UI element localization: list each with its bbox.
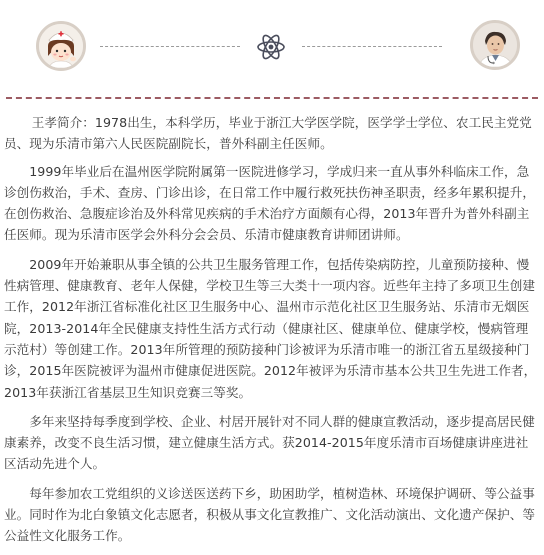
header-banner: [0, 0, 544, 96]
atom-icon: [256, 34, 286, 60]
header-left-dashed-line: [100, 46, 240, 47]
bio-health-education-paragraph: 多年来坚持每季度到学校、企业、村居开展针对不同人群的健康宣教活动，逐步提高居民健康素养，改变不良生活习惯，建立健康生活方式。获2014-2015年度乐清市百场健康讲座进社区活动先进个人。: [4, 413, 535, 472]
bio-content: [4, 112, 540, 555]
bio-public-health-paragraph: 2009年开始兼职从事全镇的公共卫生服务管理工作，包括传染病防控，儿童预防接种、慢性病管理、健康教育、老年人保健，学校卫生等三大类十一项内容。近些年主持了多项卫生创建工作，2012年浙江省标准化社区卫生服务中心、温州市示范化社区卫生服务站、乐清市无烟医院，2013-2014年全民健康支持性生活方式行动（健康社区、健康单位、健康学校，慢病管理示范村）等创建工作。2013年所管理的预防接种门诊被评为乐清市唯一的浙江省五星级接种门诊，2015年医院被评为温州市健康促进医院。2012年被评为乐清市基本公共卫生先进工作者，2013年获浙江省基层卫生知识竞赛三等奖。: [4, 256, 537, 400]
nurse-avatar-icon: [36, 21, 86, 71]
bio-career-paragraph: 1999年毕业后在温州医学院附属第一医院进修学习，学成归来一直从事外科临床工作，急诊创伤救治，手术、查房、门诊出诊，在日常工作中履行救死扶伤神圣职责，经多年累积提升，在创伤救治、急腹症诊治及外科常见疾病的手术治疗方面颇有心得，2013年晋升为普外科副主任医师。现为乐清市医学会外科分会会员、乐清市健康教育讲师团讲师。: [4, 163, 536, 243]
bio-intro-paragraph: 王孝简介：1978出生，本科学历，毕业于浙江大学医学院，医学学士学位、农工民主党党员、现为乐清市第六人民医院副院长，普外科副主任医师。: [4, 115, 532, 152]
bio-volunteer-paragraph: 每年参加农工党组织的义诊送医送药下乡，助困助学，植树造林、环境保护调研、等公益事业。同时作为北白象镇文化志愿者，积极从事文化宣教推广、文化活动演出、文化遗产保护、等公益性文化服务工作。: [4, 485, 536, 544]
header-right-dashed-line: [302, 46, 442, 47]
section-divider: [6, 97, 538, 99]
doctor-avatar-icon: [470, 20, 520, 70]
